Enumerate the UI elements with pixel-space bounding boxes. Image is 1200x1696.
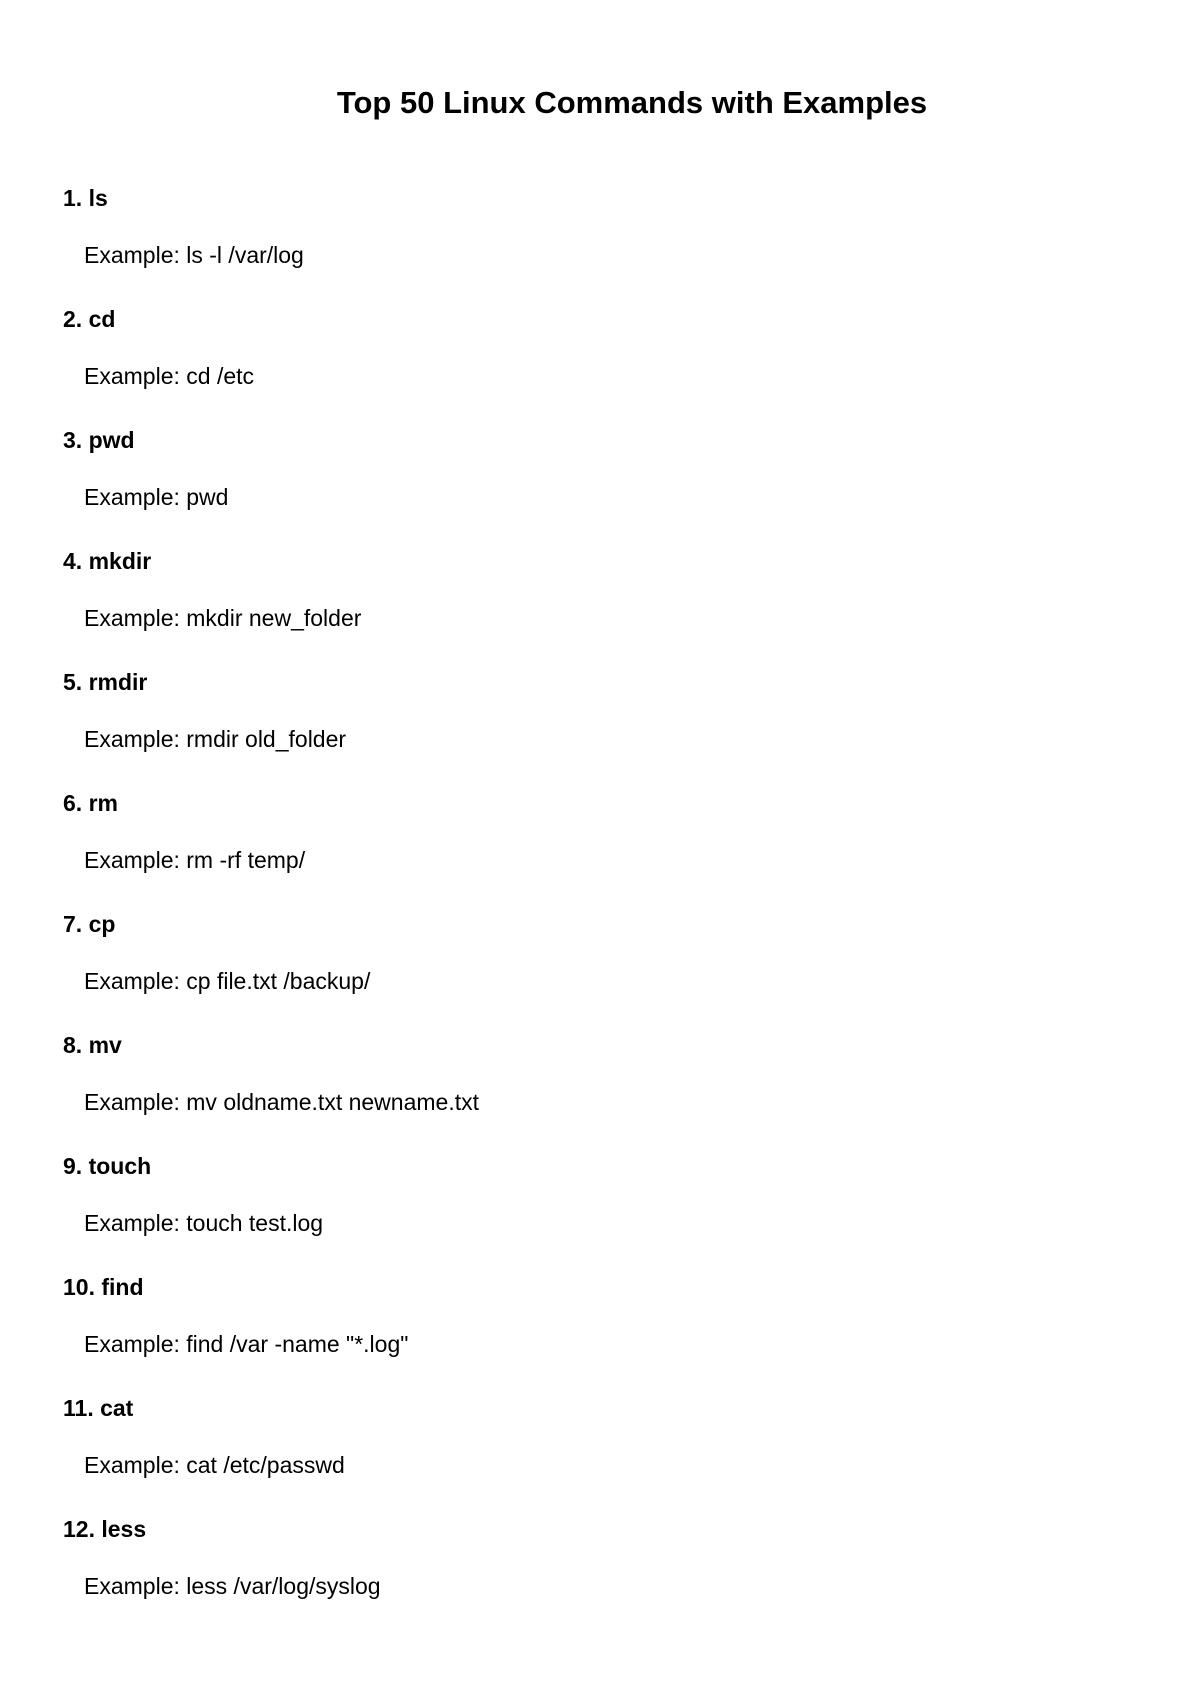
command-example: Example: cd /etc — [84, 363, 255, 389]
command-entry — [63, 667, 479, 788]
command-entry — [63, 1393, 479, 1514]
command-heading: 1. ls — [63, 185, 108, 211]
command-entry — [63, 1151, 479, 1272]
command-heading: 4. mkdir — [63, 548, 152, 574]
command-heading: 12. less — [63, 1516, 147, 1542]
command-example: Example: find /var -name "*.log" — [84, 1331, 409, 1357]
command-example: Example: cat /etc/passwd — [84, 1452, 345, 1478]
command-entry — [63, 909, 479, 1030]
command-example: Example: ls -l /var/log — [84, 242, 304, 268]
command-heading: 8. mv — [63, 1032, 122, 1058]
command-entry — [63, 425, 479, 546]
command-example: Example: touch test.log — [84, 1210, 324, 1236]
command-example: Example: less /var/log/syslog — [84, 1573, 381, 1599]
command-entry — [63, 304, 479, 425]
command-entry — [63, 1272, 479, 1393]
command-example: Example: mv oldname.txt newname.txt — [84, 1089, 479, 1115]
command-heading: 2. cd — [63, 306, 116, 332]
command-entry — [63, 1030, 479, 1151]
command-example: Example: rmdir old_folder — [84, 726, 347, 752]
command-example: Example: cp file.txt /backup/ — [84, 968, 371, 994]
command-list — [63, 183, 479, 1635]
command-heading: 6. rm — [63, 790, 118, 816]
command-example: Example: pwd — [84, 484, 229, 510]
command-heading: 7. cp — [63, 911, 116, 937]
command-entry — [63, 1514, 479, 1635]
command-example: Example: rm -rf temp/ — [84, 847, 306, 873]
command-entry — [63, 183, 479, 304]
command-entry — [63, 788, 479, 909]
command-heading: 11. cat — [63, 1395, 134, 1421]
command-entry — [63, 546, 479, 667]
command-heading: 10. find — [63, 1274, 144, 1300]
command-heading: 5. rmdir — [63, 669, 148, 695]
command-heading: 3. pwd — [63, 427, 135, 453]
page-title: Top 50 Linux Commands with Examples — [336, 84, 928, 120]
command-heading: 9. touch — [63, 1153, 152, 1179]
command-example: Example: mkdir new_folder — [84, 605, 362, 631]
